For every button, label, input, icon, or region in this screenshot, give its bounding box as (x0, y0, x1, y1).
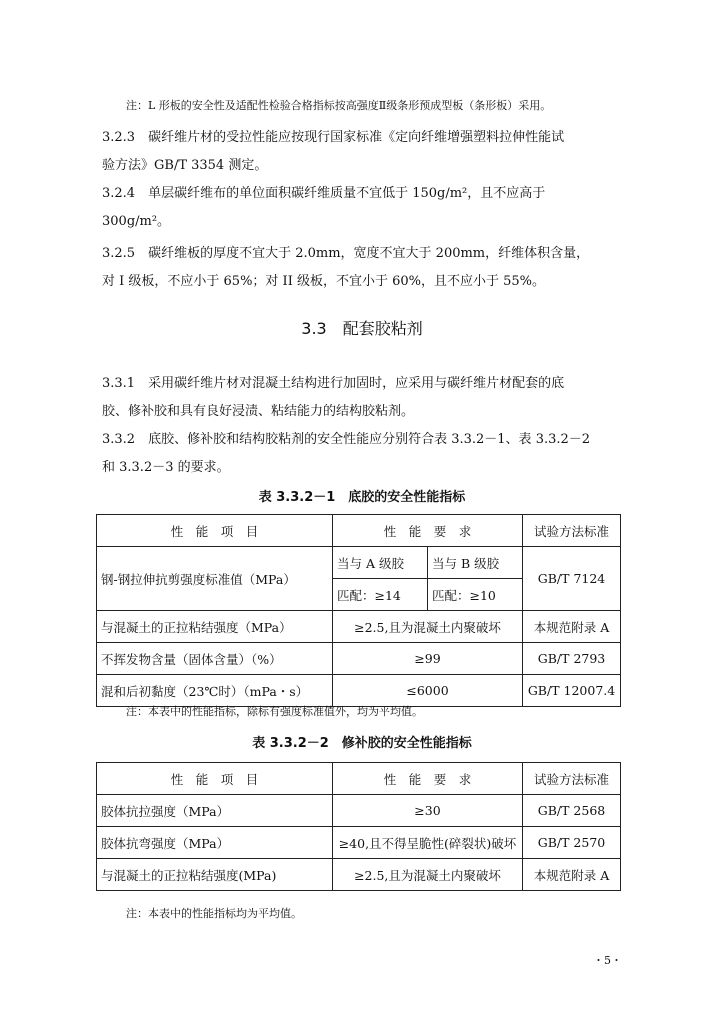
table1-note: 注：本表中的性能指标，除标有强度标准值外，均为平均值。 (126, 705, 423, 718)
clause-line: 胶、修补胶和具有良好浸渍、粘结能力的结构胶粘剂。 (102, 404, 415, 419)
table-header-row (97, 763, 621, 795)
cell-method: GB/T 2570 (523, 827, 621, 859)
table-row (97, 547, 621, 579)
cell-grade-b-bottom: 匹配：≥10 (428, 579, 523, 611)
cell-method: 本规范附录 A (523, 859, 621, 891)
clause-3-2-4 (102, 180, 620, 236)
clause-line: 300g/m²。 (102, 214, 171, 229)
cell-item: 胶体抗拉强度（MPa） (97, 795, 333, 827)
header-requirement: 性 能 要 求 (333, 515, 523, 547)
clause-line: 3.2.5 碳纤维板的厚度不宜大于 2.0mm，宽度不宜大于 200mm，纤维体积含量， (102, 246, 590, 261)
table-row (97, 643, 621, 675)
header-item: 性 能 项 目 (97, 515, 333, 547)
cell-method: GB/T 12007.4 (523, 675, 621, 707)
cell-method: GB/T 2568 (523, 795, 621, 827)
clause-3-2-5 (102, 240, 620, 296)
clause-line: 和 3.3.2－3 的要求。 (102, 460, 230, 475)
table-row (97, 827, 621, 859)
table2-note: 注：本表中的性能指标均为平均值。 (126, 907, 302, 920)
table-row (97, 611, 621, 643)
cell-requirement: ≥40,且不得呈脆性(碎裂状)破坏 (333, 827, 523, 859)
cell-requirement: ≥30 (333, 795, 523, 827)
cell-item: 钢-钢拉伸抗剪强度标准值（MPa） (97, 547, 333, 611)
cell-item: 与混凝土的正拉粘结强度(MPa) (97, 859, 333, 891)
clause-line: 3.2.4 单层碳纤维布的单位面积碳纤维质量不宜低于 150g/m²，且不应高于 (102, 186, 546, 201)
header-item: 性 能 项 目 (97, 763, 333, 795)
table-row (97, 795, 621, 827)
header-requirement: 性 能 要 求 (333, 763, 523, 795)
cell-method: GB/T 7124 (523, 547, 621, 611)
cell-requirement: ≥2.5,且为混凝土内聚破坏 (333, 859, 523, 891)
clause-3-3-1 (102, 370, 620, 426)
table-row (97, 859, 621, 891)
header-method: 试验方法标准 (523, 763, 621, 795)
cell-method: 本规范附录 A (523, 611, 621, 643)
cell-method: GB/T 2793 (523, 643, 621, 675)
cell-item: 胶体抗弯强度（MPa） (97, 827, 333, 859)
page-number: ・5・ (593, 954, 622, 967)
table2-title: 表 3.3.2－2 修补胶的安全性能指标 (252, 736, 472, 751)
cell-item: 不挥发物含量（固体含量）（%） (97, 643, 333, 675)
header-method: 试验方法标准 (523, 515, 621, 547)
clause-line: 对 I 级板，不应小于 65%；对 II 级板，不宜小于 60%，且不应小于 55%。 (102, 274, 546, 289)
repair-adhesive-table (96, 762, 621, 891)
cell-grade-a-top: 当与 A 级胶 (333, 547, 428, 579)
clause-line: 3.3.1 采用碳纤维片材对混凝土结构进行加固时，应采用与碳纤维片材配套的底 (102, 376, 565, 391)
cell-requirement: ≤6000 (333, 675, 523, 707)
cell-grade-b-top: 当与 B 级胶 (428, 547, 523, 579)
clause-3-3-2 (102, 426, 620, 482)
cell-item: 与混凝土的正拉粘结强度（MPa） (97, 611, 333, 643)
section-title: 3.3 配套胶粘剂 (301, 319, 423, 338)
primer-safety-table (96, 514, 621, 707)
cell-grade-a-bottom: 匹配：≥14 (333, 579, 428, 611)
clause-3-2-3 (102, 124, 620, 180)
table1-title: 表 3.3.2－1 底胶的安全性能指标 (258, 490, 466, 505)
clause-line: 3.2.3 碳纤维片材的受拉性能应按现行国家标准《定向纤维增强塑料拉伸性能试 (102, 130, 565, 145)
note-l-plate: 注：L 形板的安全性及适配性检验合格指标按高强度Ⅱ级条形预成型板（条形板）采用。 (126, 99, 552, 112)
clause-line: 验方法》GB/T 3354 测定。 (102, 158, 268, 173)
cell-requirement: ≥2.5,且为混凝土内聚破坏 (333, 611, 523, 643)
table-row (97, 675, 621, 707)
cell-requirement: ≥99 (333, 643, 523, 675)
table-header-row (97, 515, 621, 547)
clause-line: 3.3.2 底胶、修补胶和结构胶粘剂的安全性能应分别符合表 3.3.2－1、表 3.3.2－2 (102, 432, 591, 447)
cell-item: 混和后初黏度（23℃时）（mPa・s） (97, 675, 333, 707)
